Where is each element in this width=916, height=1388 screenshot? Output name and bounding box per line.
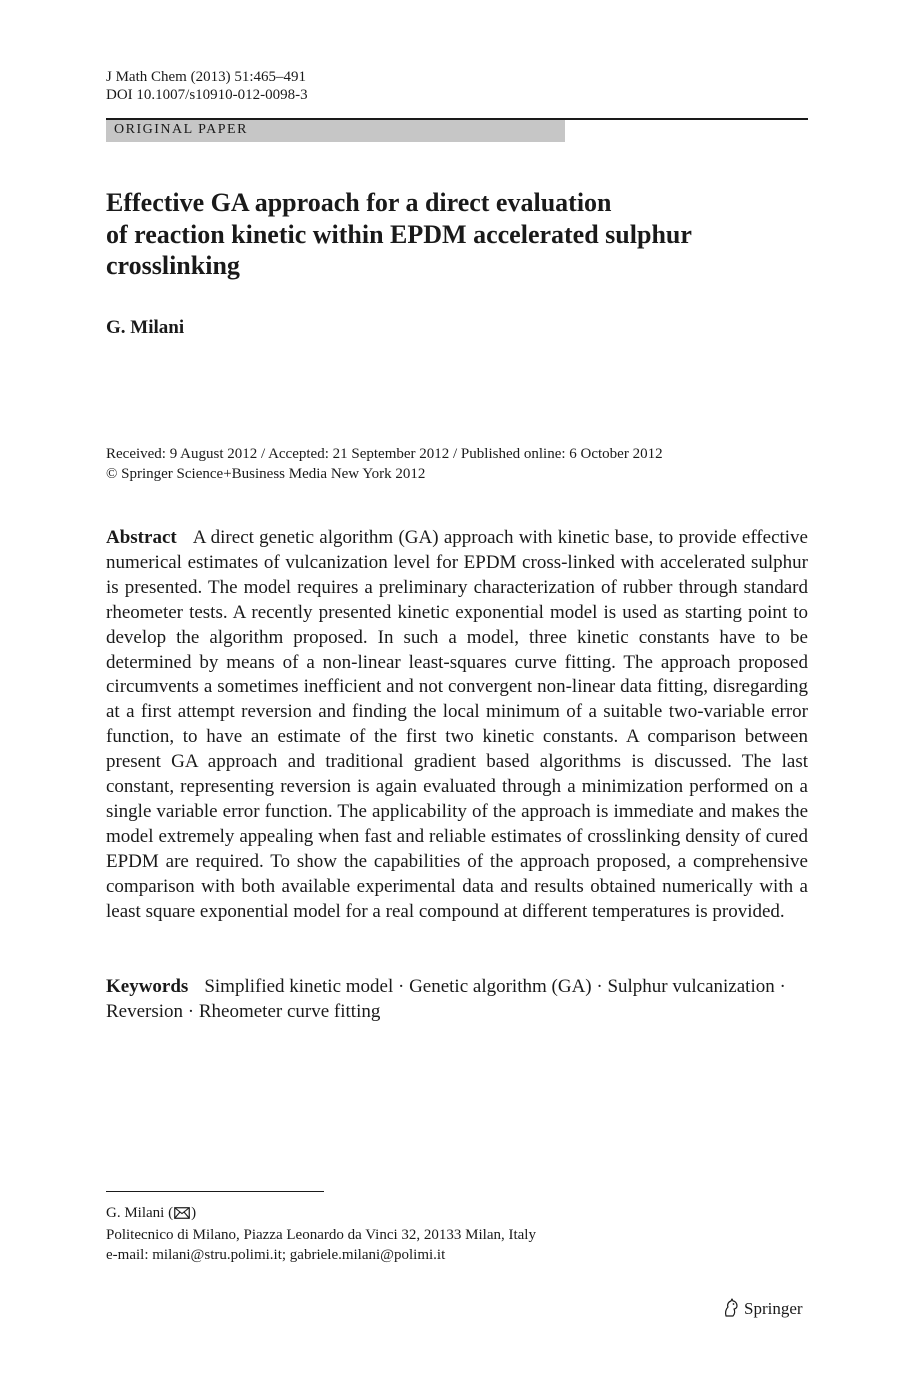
doi[interactable]: DOI 10.1007/s10910-012-0098-3 xyxy=(106,87,308,103)
corresponding-author xyxy=(106,1203,808,1225)
author-footnote xyxy=(106,1203,808,1265)
keywords-label: Keywords xyxy=(106,976,189,997)
history-dates: Received: 9 August 2012 / Accepted: 21 September 2012 / Published online: 6 October 2012 xyxy=(106,446,663,462)
footnote-author-close: ) xyxy=(191,1205,197,1221)
journal-citation: J Math Chem (2013) 51:465–491 xyxy=(106,69,306,85)
title-line-3: crosslinking xyxy=(106,251,240,280)
springer-horse-icon xyxy=(722,1299,744,1318)
copyright-line: © Springer Science+Business Media New York 2012 xyxy=(106,466,426,482)
publication-dates xyxy=(106,444,808,484)
title-line-2: of reaction kinetic within EPDM accelerated sulphur xyxy=(106,219,692,249)
keywords xyxy=(106,974,808,1024)
abstract-label: Abstract xyxy=(106,527,177,548)
footnote-rule xyxy=(106,1191,324,1192)
paper-title xyxy=(106,187,806,282)
section-tag: ORIGINAL PAPER xyxy=(106,120,565,142)
title-line-1: Effective GA approach for a direct evaluation xyxy=(106,188,612,217)
affiliation: Politecnico di Milano, Piazza Leonardo da Vinci 32, 20133 Milan, Italy xyxy=(106,1227,536,1243)
author-name: G. Milani xyxy=(106,317,185,338)
footnote-author-name: G. Milani ( xyxy=(106,1205,174,1221)
keywords-text: Simplified kinetic model · Genetic algorithm (GA) · Sulphur vulcanization · Reversion · Rheometer curve fitting xyxy=(106,976,786,1022)
publisher-name: Springer xyxy=(744,1299,803,1318)
journal-info xyxy=(106,68,308,104)
abstract xyxy=(106,526,808,925)
envelope-icon xyxy=(174,1205,190,1225)
email-line[interactable]: e-mail: milani@stru.polimi.it; gabriele.milani@polimi.it xyxy=(106,1247,446,1263)
publisher-logo xyxy=(722,1298,803,1320)
abstract-text: A direct genetic algorithm (GA) approach with kinetic base, to provide effective numerical estimates of vulcanization level for EPDM cross-linked with accelerated sulphur is presented. The model requires a preliminary characterization of rubber through standard rheometer tests. A recently presented kinetic exponential model is used as starting point to develop the algorithm proposed. In such a model, three kinetic constants have to be determined by means of a non-linear least-squares curve fitting. The approach proposed circumvents a sometimes inefficient and not convergent non-linear data fitting, disregarding at a first attempt reversion and finding the local minimum of a suitable two-variable error function, to have an estimate of the first two kinetic constants. A comparison between present GA approach and traditional gradient based algorithms is discussed. The last constant, representing reversion is again evaluated through a minimization performed on a single variable error function. The applicability of the approach is immediate and makes the model extremely appealing when fast and reliable estimates of crosslinking density of cured EPDM are required. To show the capabilities of the approach proposed, a comprehensive comparison with both available experimental data and results obtained numerically with a least square exponential model for a real compound at different temperatures is provided. xyxy=(106,527,808,922)
